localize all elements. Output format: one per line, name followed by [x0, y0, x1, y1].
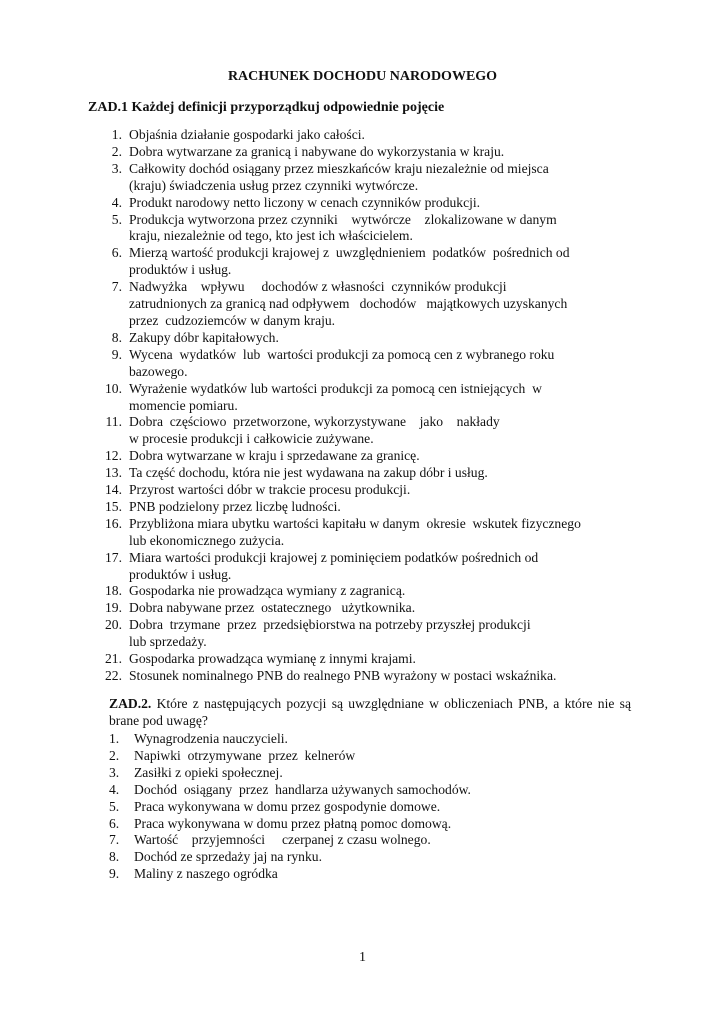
definition-item	[88, 127, 648, 144]
definition-item-number: 17.	[105, 549, 122, 565]
definition-item-text: PNB podzielony przez liczbę ludności.	[129, 498, 341, 514]
definition-item-number: 1.	[111, 127, 122, 142]
definition-item-text: Dobra wytwarzane w kraju i sprzedawane za granicę.	[129, 448, 420, 464]
position-item-text: Wynagrodzenia nauczycieli.	[134, 731, 288, 746]
position-item-number: 2.	[109, 747, 120, 763]
definition-item	[88, 668, 648, 685]
definition-item	[88, 245, 648, 279]
definition-item	[88, 195, 648, 212]
position-item-text: Napiwki otrzymywane przez kelnerów	[134, 747, 356, 763]
definition-item-number: 13.	[105, 465, 122, 481]
position-item-number: 6.	[109, 815, 120, 831]
definition-item-number: 2.	[111, 143, 122, 159]
zad2-question	[109, 696, 631, 730]
definition-item-number: 3.	[111, 160, 122, 176]
definition-item	[88, 617, 648, 651]
definition-item-text: Gospodarka prowadząca wymianę z innymi krajami.	[129, 651, 416, 667]
zad2-question-text: Które z następujących pozycji są uwzględniane w obliczeniach PNB, a które nie są brane pod uwagę?	[109, 696, 631, 728]
definition-item-number: 21.	[105, 651, 122, 667]
definition-item-text: Nadwyżka wpływu dochodów z własności czynników produkcji zatrudnionych za granicą nad odpływem dochodów majątkowych uzyskanych przez cudzoziemców w danym kraju.	[129, 279, 568, 328]
definition-item	[88, 330, 648, 347]
zad1-definition-list	[88, 127, 648, 685]
definition-item-number: 7.	[111, 279, 122, 295]
definition-item-number: 15.	[105, 498, 122, 514]
definition-item	[88, 448, 648, 465]
position-item	[109, 731, 629, 748]
position-item	[109, 816, 629, 833]
position-item-number: 4.	[109, 781, 120, 797]
definition-item	[88, 651, 648, 668]
definition-item-text: Przybliżona miara ubytku wartości kapitału w danym okresie wskutek fizycznego lub ekonomicznego zużycia.	[129, 515, 581, 548]
definition-item-number: 16.	[105, 515, 122, 531]
position-item-text: Maliny z naszego ogródka	[134, 866, 278, 882]
definition-item-text: Wycena wydatków lub wartości produkcji za pomocą cen z wybranego roku bazowego.	[129, 346, 555, 379]
position-item-text: Dochód osiągany przez handlarza używanych samochodów.	[134, 781, 471, 797]
definition-item-text: Produkcja wytworzona przez czynniki wytwórcze zlokalizowane w danym kraju, niezależnie od tego, kto jest ich właścicielem.	[129, 211, 557, 244]
position-item-text: Wartość przyjemności czerpanej z czasu wolnego.	[134, 832, 431, 848]
definition-item-text: Całkowity dochód osiągany przez mieszkańców kraju niezależnie od miejsca (kraju) świadczenia usług przez czynniki wytwórcze.	[129, 160, 549, 193]
position-item-text: Zasiłki z opieki społecznej.	[134, 764, 283, 780]
definition-item-text: Dobra nabywane przez ostatecznego użytkownika.	[129, 600, 416, 616]
zad1-heading: ZAD.1 Każdej definicji przyporządkuj odpowiednie pojęcie	[88, 100, 445, 115]
definition-item-text: Dobra trzymane przez przedsiębiorstwa na potrzeby przyszłej produkcji lub sprzedaży.	[129, 617, 531, 650]
position-item-text: Praca wykonywana w domu przez gospodynie domowe.	[134, 798, 441, 814]
position-item	[109, 866, 629, 883]
definition-item	[88, 161, 648, 195]
definition-item-number: 8.	[111, 329, 122, 345]
position-item	[109, 748, 629, 765]
definition-item	[88, 583, 648, 600]
definition-item-number: 22.	[105, 668, 122, 683]
position-item	[109, 832, 629, 849]
definition-item	[88, 482, 648, 499]
position-item	[109, 782, 629, 799]
definition-item-number: 9.	[111, 346, 122, 362]
definition-item-number: 6.	[111, 245, 122, 261]
position-item-number: 5.	[109, 798, 120, 814]
definition-item	[88, 381, 648, 415]
position-item-text: Dochód ze sprzedaży jaj na rynku.	[134, 849, 322, 865]
position-item	[109, 765, 629, 782]
definition-item	[88, 279, 648, 330]
definition-item-number: 4.	[111, 194, 122, 210]
position-item	[109, 799, 629, 816]
definition-item	[88, 347, 648, 381]
definition-item-number: 14.	[105, 482, 122, 498]
position-item-number: 9.	[109, 866, 120, 882]
definition-item-text: Gospodarka nie prowadząca wymiany z zagranicą.	[129, 583, 406, 599]
definition-item-number: 5.	[111, 211, 122, 227]
definition-item-text: Dobra wytwarzane za granicą i nabywane do wykorzystania w kraju.	[129, 143, 505, 159]
page-number: 1	[359, 950, 366, 965]
definition-item-text: Objaśnia działanie gospodarki jako całości.	[129, 127, 365, 142]
definition-item-number: 20.	[105, 617, 122, 633]
document-title: RACHUNEK DOCHODU NARODOWEGO	[227, 69, 498, 84]
definition-item-text: Wyrażenie wydatków lub wartości produkcji za pomocą cen istniejących w momencie pomiaru.	[129, 380, 542, 413]
definition-item-number: 10.	[105, 380, 122, 396]
position-item-number: 3.	[109, 764, 120, 780]
definition-item-number: 18.	[105, 583, 122, 599]
definition-item-text: Ta część dochodu, która nie jest wydawana na zakup dóbr i usług.	[129, 465, 488, 481]
definition-item-text: Produkt narodowy netto liczony w cenach czynników produkcji.	[129, 194, 481, 210]
position-item-text: Praca wykonywana w domu przez płatną pomoc domową.	[134, 815, 452, 831]
position-item	[109, 849, 629, 866]
definition-item-text: Mierzą wartość produkcji krajowej z uwzględnieniem podatków pośrednich od produktów i usług.	[129, 245, 570, 278]
definition-item	[88, 516, 648, 550]
position-item-number: 1.	[109, 731, 120, 746]
definition-item-text: Zakupy dóbr kapitałowych.	[129, 329, 279, 345]
definition-item	[88, 212, 648, 246]
definition-item	[88, 550, 648, 584]
definition-item	[88, 414, 648, 448]
definition-item	[88, 465, 648, 482]
definition-item-text: Dobra częściowo przetworzone, wykorzystywane jako nakłady w procesie produkcji i całkowicie zużywane.	[129, 414, 500, 447]
position-item-number: 7.	[109, 832, 120, 848]
zad2-label: ZAD.2.	[109, 696, 152, 711]
definition-item-text: Stosunek nominalnego PNB do realnego PNB wyrażony w postaci wskaźnika.	[129, 668, 557, 683]
definition-item	[88, 499, 648, 516]
definition-item-number: 19.	[105, 600, 122, 616]
definition-item-number: 11.	[105, 414, 122, 430]
definition-item-text: Przyrost wartości dóbr w trakcie procesu produkcji.	[129, 482, 411, 498]
position-item-number: 8.	[109, 849, 120, 865]
definition-item-text: Miara wartości produkcji krajowej z pominięciem podatków pośrednich od produktów i usług.	[129, 549, 539, 582]
definition-item	[88, 600, 648, 617]
definition-item-number: 12.	[105, 448, 122, 464]
zad2-item-list	[109, 731, 629, 883]
definition-item	[88, 144, 648, 161]
